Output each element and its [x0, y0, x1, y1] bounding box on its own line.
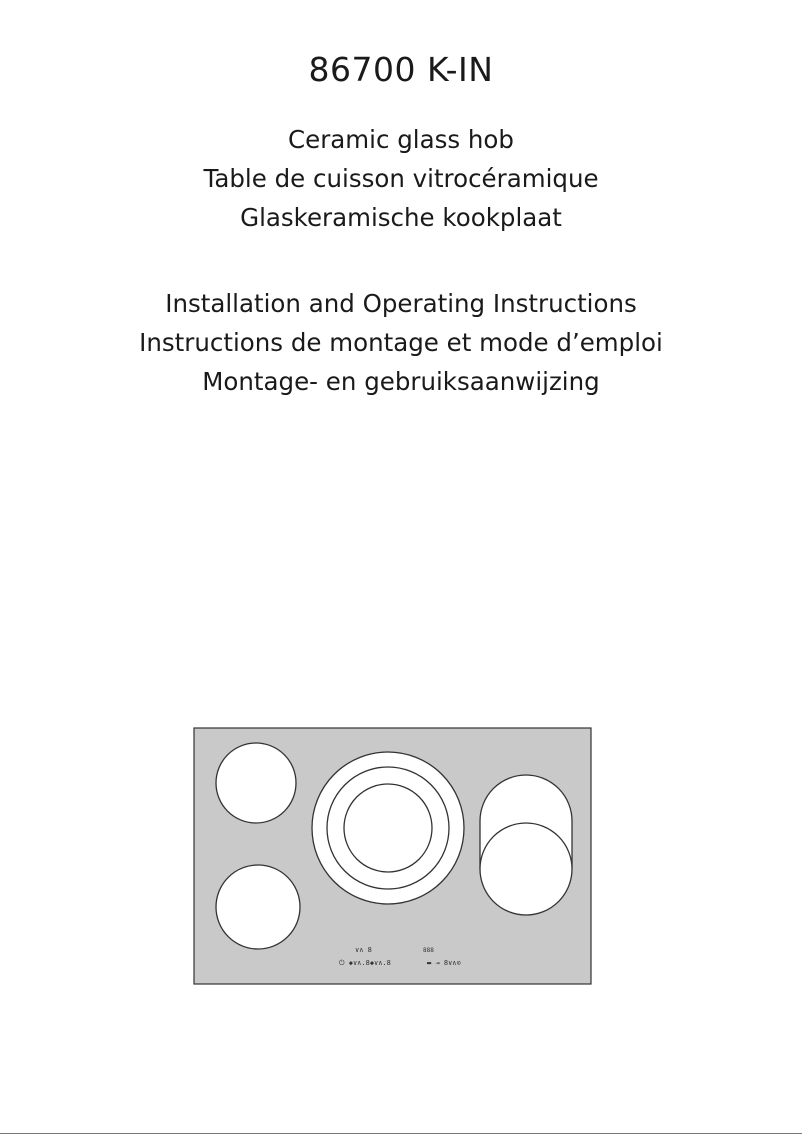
cooking-zone-bottom-left: [216, 865, 300, 949]
manual-titles: [0, 284, 802, 401]
oval-zone-round-part: [480, 823, 572, 915]
page-bottom-rule: [0, 1133, 802, 1134]
instructions-dutch: Montage- en gebruiksaanwijzing: [202, 367, 600, 396]
hob-illustration: [193, 727, 593, 986]
title-english: Ceramic glass hob: [288, 125, 514, 154]
control-row-upper-left: ∨∧ 8: [355, 946, 372, 954]
cooking-zone-top-left: [216, 743, 296, 823]
cooking-zone-right-oval: [480, 775, 572, 915]
model-number: 86700 K-IN: [308, 50, 494, 89]
hob-drawing: [193, 727, 593, 986]
center-zone-outer-ring: [312, 752, 464, 904]
control-row-lower-right: ▬ ⇥ 8∨∧⊙: [427, 959, 461, 967]
control-row-lower-left: ⏻ ◆∨∧.8◆∨∧.8: [339, 959, 391, 967]
instructions-french: Instructions de montage et mode d’emploi: [139, 328, 663, 357]
title-dutch: Glaskeramische kookplaat: [240, 203, 562, 232]
title-french: Table de cuisson vitrocéramique: [203, 164, 599, 193]
control-display-upper: 888: [423, 947, 434, 954]
instructions-english: Installation and Operating Instructions: [165, 289, 637, 318]
product-titles: [0, 120, 802, 237]
cooking-zone-center-triple: [312, 752, 464, 904]
